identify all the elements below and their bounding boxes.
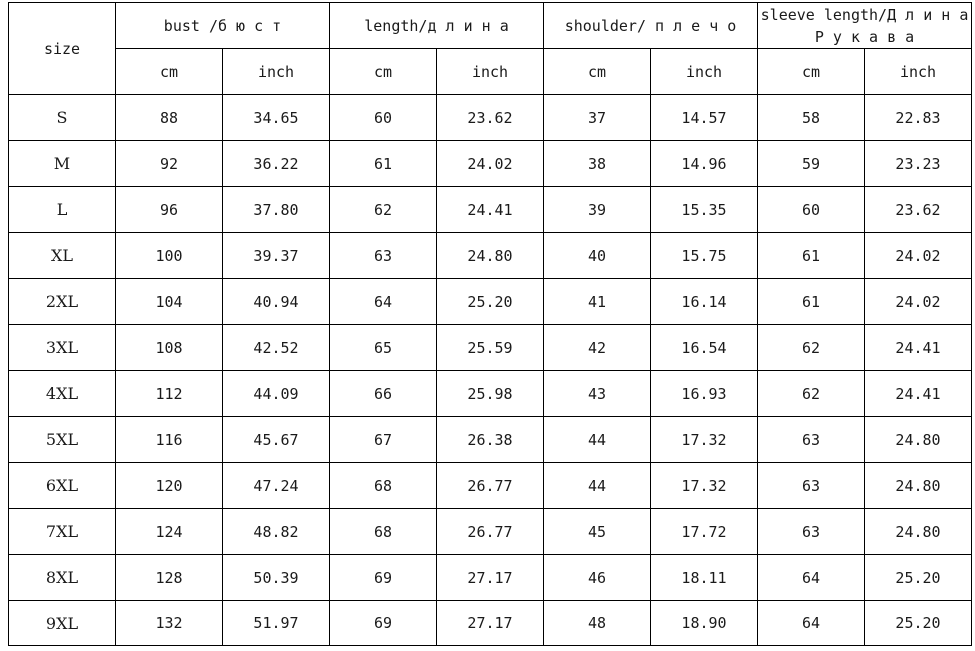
- measurement-cell: 39: [544, 187, 651, 233]
- measurement-cell: 61: [758, 233, 865, 279]
- measurement-cell: 96: [116, 187, 223, 233]
- measurement-cell: 17.32: [651, 463, 758, 509]
- measurement-cell: 104: [116, 279, 223, 325]
- measurement-cell: 40.94: [223, 279, 330, 325]
- measurement-cell: 59: [758, 141, 865, 187]
- measurement-cell: 23.62: [865, 187, 972, 233]
- measurement-cell: 27.17: [437, 555, 544, 601]
- measurement-cell: 38: [544, 141, 651, 187]
- measurement-cell: 14.96: [651, 141, 758, 187]
- measurement-cell: 37.80: [223, 187, 330, 233]
- measurement-cell: 36.22: [223, 141, 330, 187]
- measurement-cell: 45.67: [223, 417, 330, 463]
- measurement-cell: 60: [758, 187, 865, 233]
- measurement-cell: 42.52: [223, 325, 330, 371]
- table-row: [9, 371, 972, 417]
- table-row: [9, 555, 972, 601]
- measurement-cell: 16.54: [651, 325, 758, 371]
- measurement-cell: 63: [758, 417, 865, 463]
- measurement-cell: 24.41: [437, 187, 544, 233]
- measurement-cell: 17.72: [651, 509, 758, 555]
- size-cell: 4XL: [9, 371, 116, 417]
- measurement-cell: 132: [116, 601, 223, 646]
- measurement-cell: 44: [544, 463, 651, 509]
- measurement-cell: 24.02: [437, 141, 544, 187]
- measurement-cell: 26.77: [437, 463, 544, 509]
- measurement-cell: 48.82: [223, 509, 330, 555]
- unit-header: inch: [223, 49, 330, 95]
- unit-header: inch: [865, 49, 972, 95]
- measurement-cell: 24.02: [865, 279, 972, 325]
- measurement-cell: 24.41: [865, 325, 972, 371]
- measurement-cell: 68: [330, 509, 437, 555]
- measurement-cell: 67: [330, 417, 437, 463]
- measurement-cell: 25.98: [437, 371, 544, 417]
- measurement-cell: 17.32: [651, 417, 758, 463]
- measurement-cell: 23.62: [437, 95, 544, 141]
- measurement-cell: 63: [758, 463, 865, 509]
- measurement-cell: 46: [544, 555, 651, 601]
- measurement-cell: 22.83: [865, 95, 972, 141]
- size-cell: 7XL: [9, 509, 116, 555]
- size-cell: 9XL: [9, 601, 116, 646]
- measurement-cell: 18.90: [651, 601, 758, 646]
- unit-header-row: [9, 49, 972, 95]
- table-row: [9, 509, 972, 555]
- size-cell: 2XL: [9, 279, 116, 325]
- measurement-cell: 26.77: [437, 509, 544, 555]
- measurement-cell: 63: [758, 509, 865, 555]
- measurement-cell: 47.24: [223, 463, 330, 509]
- table-row: [9, 279, 972, 325]
- measurement-cell: 15.35: [651, 187, 758, 233]
- measurement-cell: 26.38: [437, 417, 544, 463]
- measurement-cell: 68: [330, 463, 437, 509]
- measurement-cell: 51.97: [223, 601, 330, 646]
- measurement-cell: 25.20: [865, 601, 972, 646]
- measurement-cell: 23.23: [865, 141, 972, 187]
- measurement-cell: 24.80: [865, 463, 972, 509]
- group-header-row: [9, 3, 972, 49]
- size-cell: XL: [9, 233, 116, 279]
- measurement-cell: 61: [758, 279, 865, 325]
- measurement-cell: 66: [330, 371, 437, 417]
- measurement-cell: 15.75: [651, 233, 758, 279]
- measurement-cell: 40: [544, 233, 651, 279]
- measurement-cell: 14.57: [651, 95, 758, 141]
- measurement-cell: 48: [544, 601, 651, 646]
- measurement-cell: 112: [116, 371, 223, 417]
- measurement-cell: 44: [544, 417, 651, 463]
- measurement-cell: 69: [330, 601, 437, 646]
- measurement-cell: 18.11: [651, 555, 758, 601]
- measurement-cell: 42: [544, 325, 651, 371]
- unit-header: cm: [330, 49, 437, 95]
- measurement-cell: 120: [116, 463, 223, 509]
- measurement-cell: 16.93: [651, 371, 758, 417]
- measurement-cell: 25.59: [437, 325, 544, 371]
- size-cell: 8XL: [9, 555, 116, 601]
- measurement-cell: 64: [758, 601, 865, 646]
- measurement-cell: 39.37: [223, 233, 330, 279]
- measurement-cell: 27.17: [437, 601, 544, 646]
- measurement-cell: 108: [116, 325, 223, 371]
- measurement-cell: 64: [758, 555, 865, 601]
- size-chart-table: [8, 2, 972, 646]
- size-cell: L: [9, 187, 116, 233]
- table-row: [9, 187, 972, 233]
- shoulder-group-header: shoulder/ п л е ч о: [544, 3, 758, 49]
- sleeve-length-group-header: sleeve length/Д л и н а Р у к а в а: [758, 3, 972, 49]
- measurement-cell: 24.80: [865, 417, 972, 463]
- table-row: [9, 417, 972, 463]
- measurement-cell: 24.80: [437, 233, 544, 279]
- measurement-cell: 60: [330, 95, 437, 141]
- size-cell: M: [9, 141, 116, 187]
- measurement-cell: 61: [330, 141, 437, 187]
- length-group-header: length/д л и н а: [330, 3, 544, 49]
- measurement-cell: 25.20: [437, 279, 544, 325]
- table-row: [9, 233, 972, 279]
- bust-group-header: bust /б ю с т: [116, 3, 330, 49]
- measurement-cell: 16.14: [651, 279, 758, 325]
- measurement-cell: 37: [544, 95, 651, 141]
- table-row: [9, 325, 972, 371]
- size-cell: S: [9, 95, 116, 141]
- unit-header: cm: [544, 49, 651, 95]
- measurement-cell: 58: [758, 95, 865, 141]
- measurement-cell: 44.09: [223, 371, 330, 417]
- measurement-cell: 100: [116, 233, 223, 279]
- measurement-cell: 69: [330, 555, 437, 601]
- measurement-cell: 88: [116, 95, 223, 141]
- measurement-cell: 45: [544, 509, 651, 555]
- measurement-cell: 24.02: [865, 233, 972, 279]
- unit-header: inch: [437, 49, 544, 95]
- unit-header: cm: [116, 49, 223, 95]
- measurement-cell: 65: [330, 325, 437, 371]
- unit-header: cm: [758, 49, 865, 95]
- unit-header: inch: [651, 49, 758, 95]
- measurement-cell: 41: [544, 279, 651, 325]
- size-cell: 3XL: [9, 325, 116, 371]
- measurement-cell: 128: [116, 555, 223, 601]
- measurement-cell: 62: [758, 325, 865, 371]
- measurement-cell: 116: [116, 417, 223, 463]
- table-row: [9, 463, 972, 509]
- measurement-cell: 34.65: [223, 95, 330, 141]
- size-column-header: size: [9, 3, 116, 95]
- table-row: [9, 141, 972, 187]
- measurement-cell: 43: [544, 371, 651, 417]
- measurement-cell: 24.41: [865, 371, 972, 417]
- measurement-cell: 50.39: [223, 555, 330, 601]
- measurement-cell: 24.80: [865, 509, 972, 555]
- measurement-cell: 62: [330, 187, 437, 233]
- measurement-cell: 62: [758, 371, 865, 417]
- measurement-cell: 25.20: [865, 555, 972, 601]
- table-row: [9, 601, 972, 646]
- table-row: [9, 95, 972, 141]
- size-cell: 5XL: [9, 417, 116, 463]
- size-cell: 6XL: [9, 463, 116, 509]
- measurement-cell: 124: [116, 509, 223, 555]
- measurement-cell: 63: [330, 233, 437, 279]
- measurement-cell: 92: [116, 141, 223, 187]
- table-body: [9, 95, 972, 646]
- measurement-cell: 64: [330, 279, 437, 325]
